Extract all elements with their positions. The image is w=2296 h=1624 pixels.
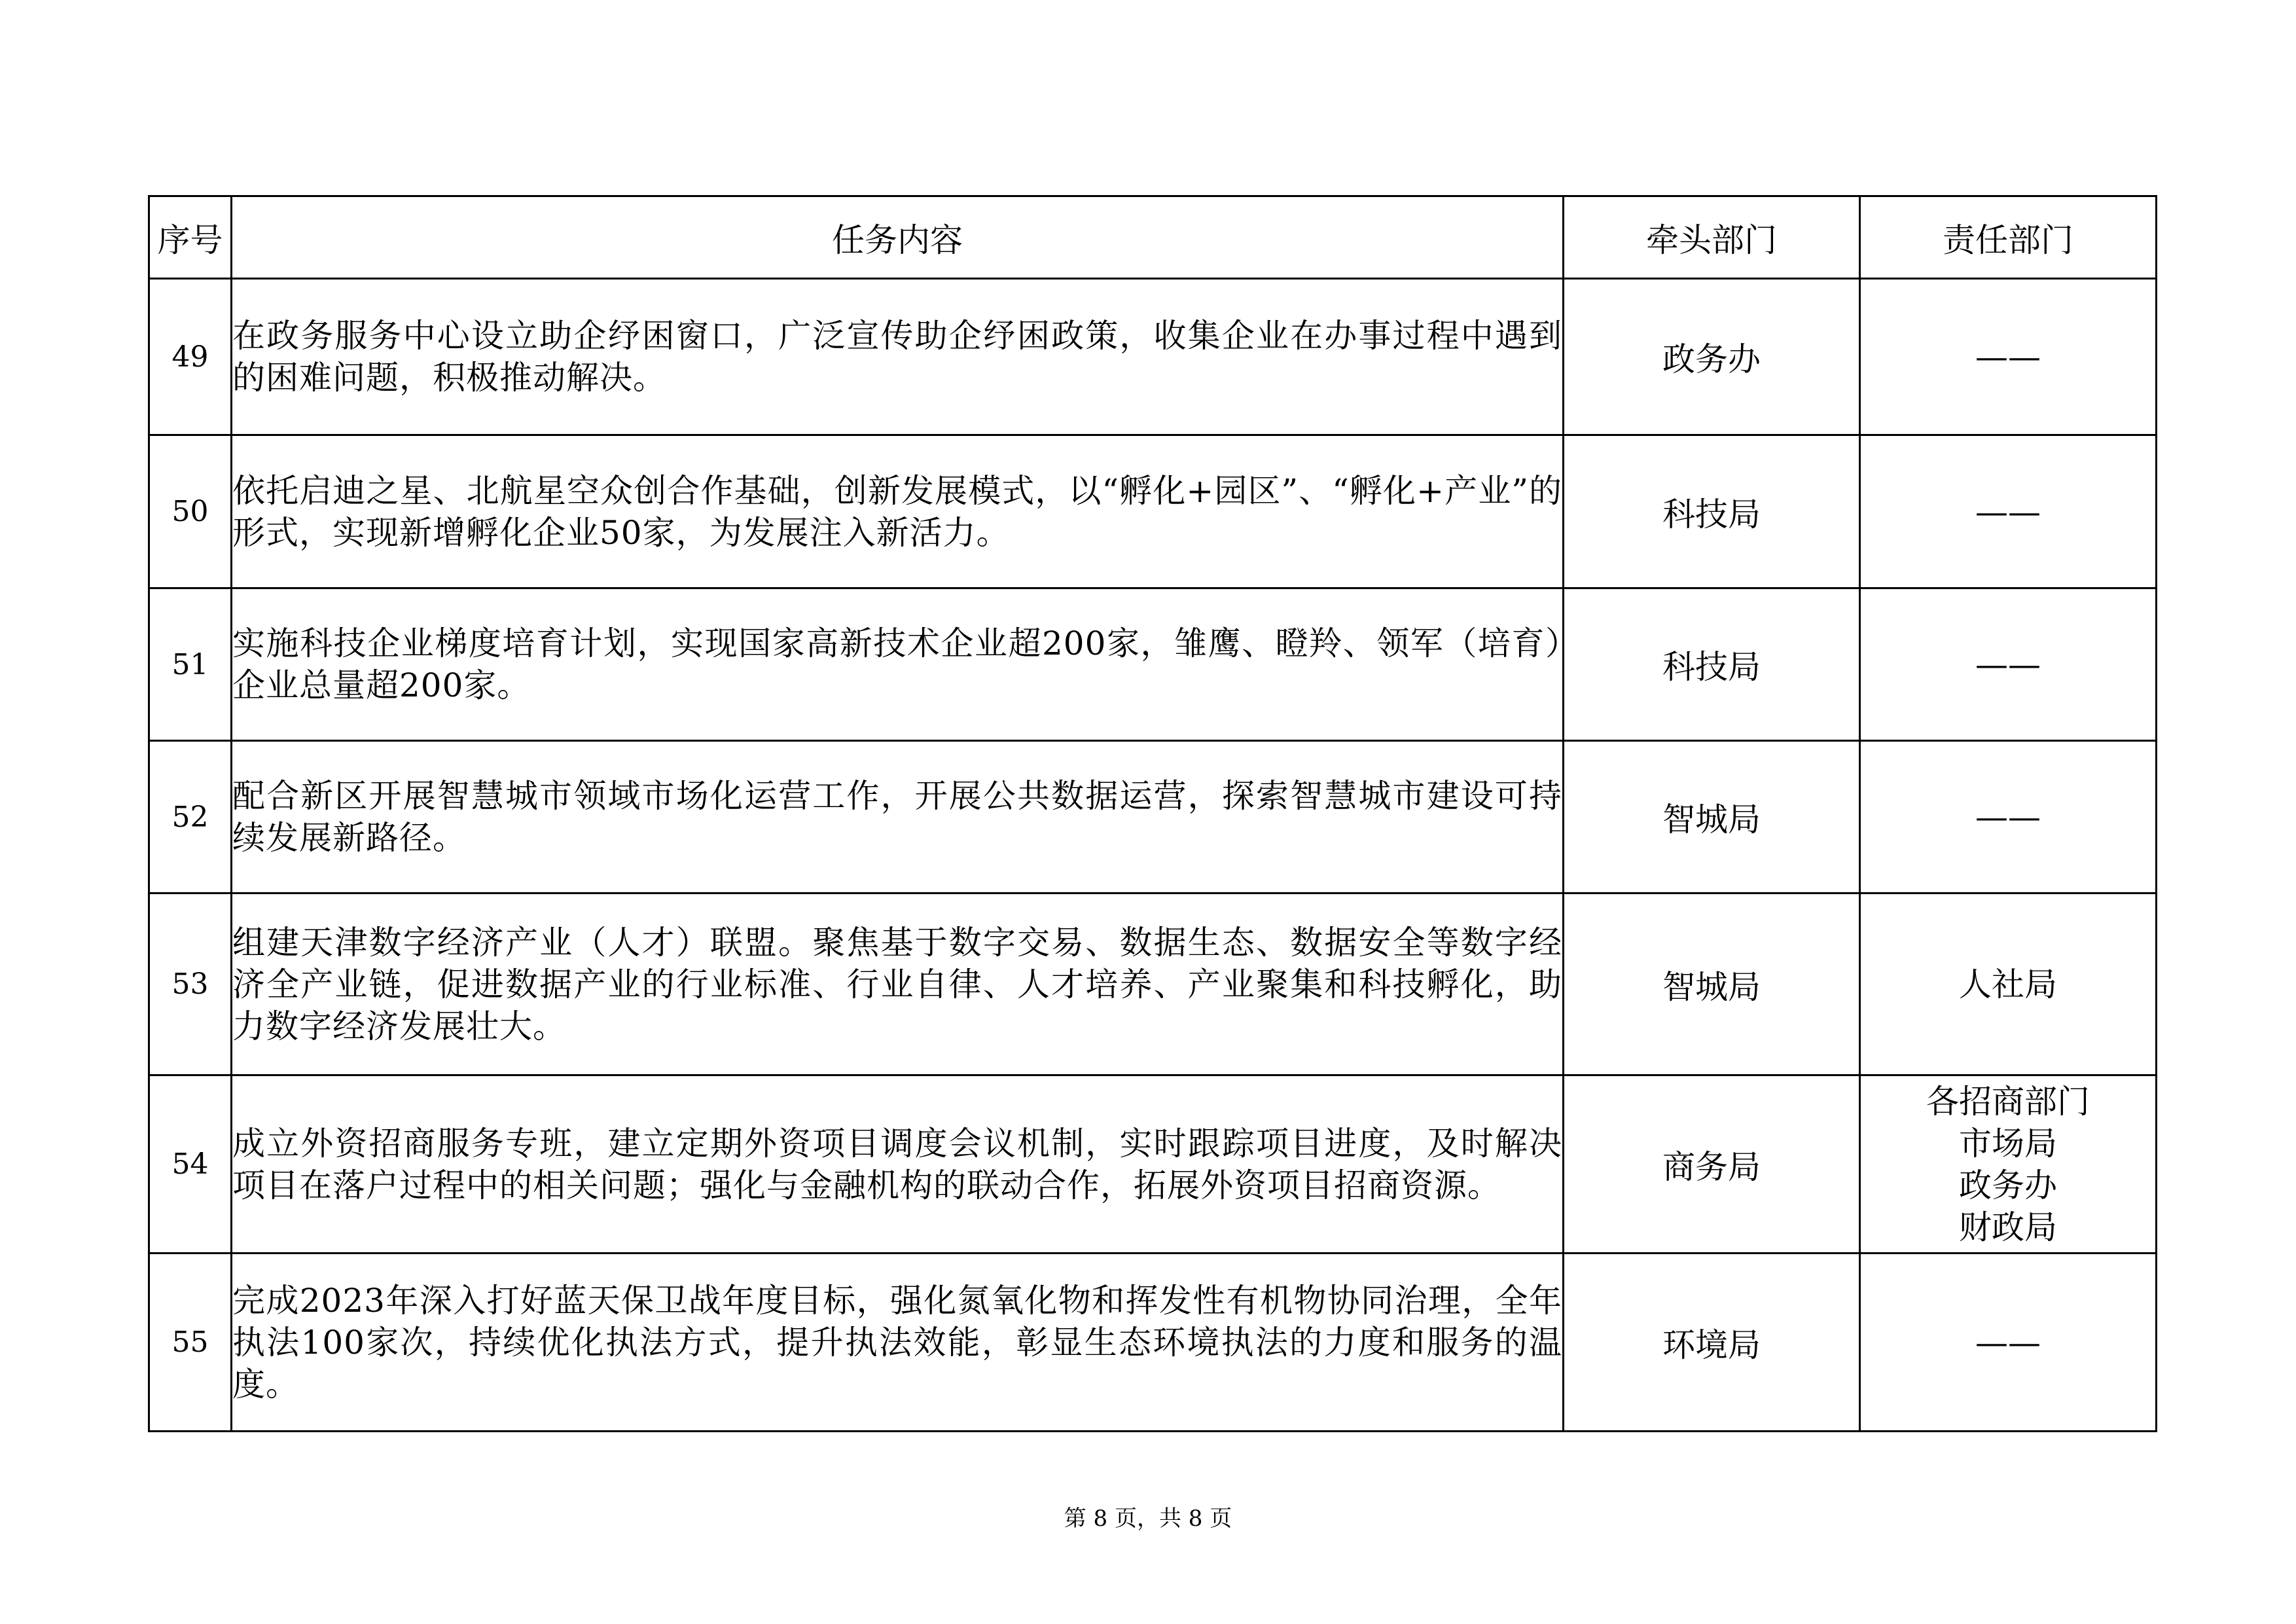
row-lead-dept: 商务局 xyxy=(1564,1075,1860,1254)
header-lead-dept: 牵头部门 xyxy=(1564,196,1860,279)
row-lead-dept: 政务办 xyxy=(1564,279,1860,435)
row-content: 实施科技企业梯度培育计划，实现国家高新技术企业超200家，雏鹰、瞪羚、领军（培育）企业总量超200家。 xyxy=(232,588,1564,741)
row-lead-dept: 环境局 xyxy=(1564,1254,1860,1432)
row-resp-dept xyxy=(1860,1075,2157,1254)
resp-dept-item: 财政局 xyxy=(1959,1208,2057,1246)
table-row xyxy=(149,893,2157,1075)
row-resp-dept: —— xyxy=(1860,279,2157,435)
row-content: 组建天津数字经济产业（人才）联盟。聚焦基于数字交易、数据生态、数据安全等数字经济全产业链，促进数据产业的行业标准、行业自律、人才培养、产业聚集和科技孵化，助力数字经济发展壮大。 xyxy=(232,893,1564,1075)
table-row xyxy=(149,588,2157,741)
table-row xyxy=(149,279,2157,435)
row-seq: 49 xyxy=(149,279,232,435)
header-resp-dept: 责任部门 xyxy=(1860,196,2157,279)
row-content: 配合新区开展智慧城市领域市场化运营工作，开展公共数据运营，探索智慧城市建设可持续发展新路径。 xyxy=(232,741,1564,893)
row-resp-dept: —— xyxy=(1860,741,2157,893)
header-content: 任务内容 xyxy=(232,196,1564,279)
row-seq: 53 xyxy=(149,893,232,1075)
table-row xyxy=(149,741,2157,893)
table-row xyxy=(149,1075,2157,1254)
table-row xyxy=(149,1254,2157,1432)
row-seq: 52 xyxy=(149,741,232,893)
row-content: 依托启迪之星、北航星空众创合作基础，创新发展模式，以“孵化+园区”、“孵化+产业”的形式，实现新增孵化企业50家，为发展注入新活力。 xyxy=(232,435,1564,588)
row-content: 在政务服务中心设立助企纾困窗口，广泛宣传助企纾困政策，收集企业在办事过程中遇到的困难问题，积极推动解决。 xyxy=(232,279,1564,435)
row-lead-dept: 科技局 xyxy=(1564,588,1860,741)
page-footer: 第 8 页，共 8 页 xyxy=(1064,1506,1232,1532)
header-seq: 序号 xyxy=(149,196,232,279)
row-seq: 55 xyxy=(149,1254,232,1432)
row-lead-dept: 智城局 xyxy=(1564,893,1860,1075)
row-resp-dept: —— xyxy=(1860,1254,2157,1432)
resp-dept-item: 市场局 xyxy=(1959,1124,2057,1163)
row-lead-dept: 智城局 xyxy=(1564,741,1860,893)
row-resp-dept: —— xyxy=(1860,588,2157,741)
row-seq: 51 xyxy=(149,588,232,741)
row-resp-dept: —— xyxy=(1860,435,2157,588)
row-seq: 50 xyxy=(149,435,232,588)
row-seq: 54 xyxy=(149,1075,232,1254)
row-content: 成立外资招商服务专班，建立定期外资项目调度会议机制，实时跟踪项目进度，及时解决项目在落户过程中的相关问题；强化与金融机构的联动合作，拓展外资项目招商资源。 xyxy=(232,1075,1564,1254)
row-lead-dept: 科技局 xyxy=(1564,435,1860,588)
table-row xyxy=(149,435,2157,588)
task-table xyxy=(148,195,2157,1432)
resp-dept-item: 政务办 xyxy=(1959,1166,2057,1204)
row-resp-dept: 人社局 xyxy=(1860,893,2157,1075)
table-header-row xyxy=(149,196,2157,279)
row-content: 完成2023年深入打好蓝天保卫战年度目标，强化氮氧化物和挥发性有机物协同治理，全年执法100家次，持续优化执法方式，提升执法效能，彰显生态环境执法的力度和服务的温度。 xyxy=(232,1254,1564,1432)
resp-dept-item: 各招商部门 xyxy=(1926,1082,2090,1121)
